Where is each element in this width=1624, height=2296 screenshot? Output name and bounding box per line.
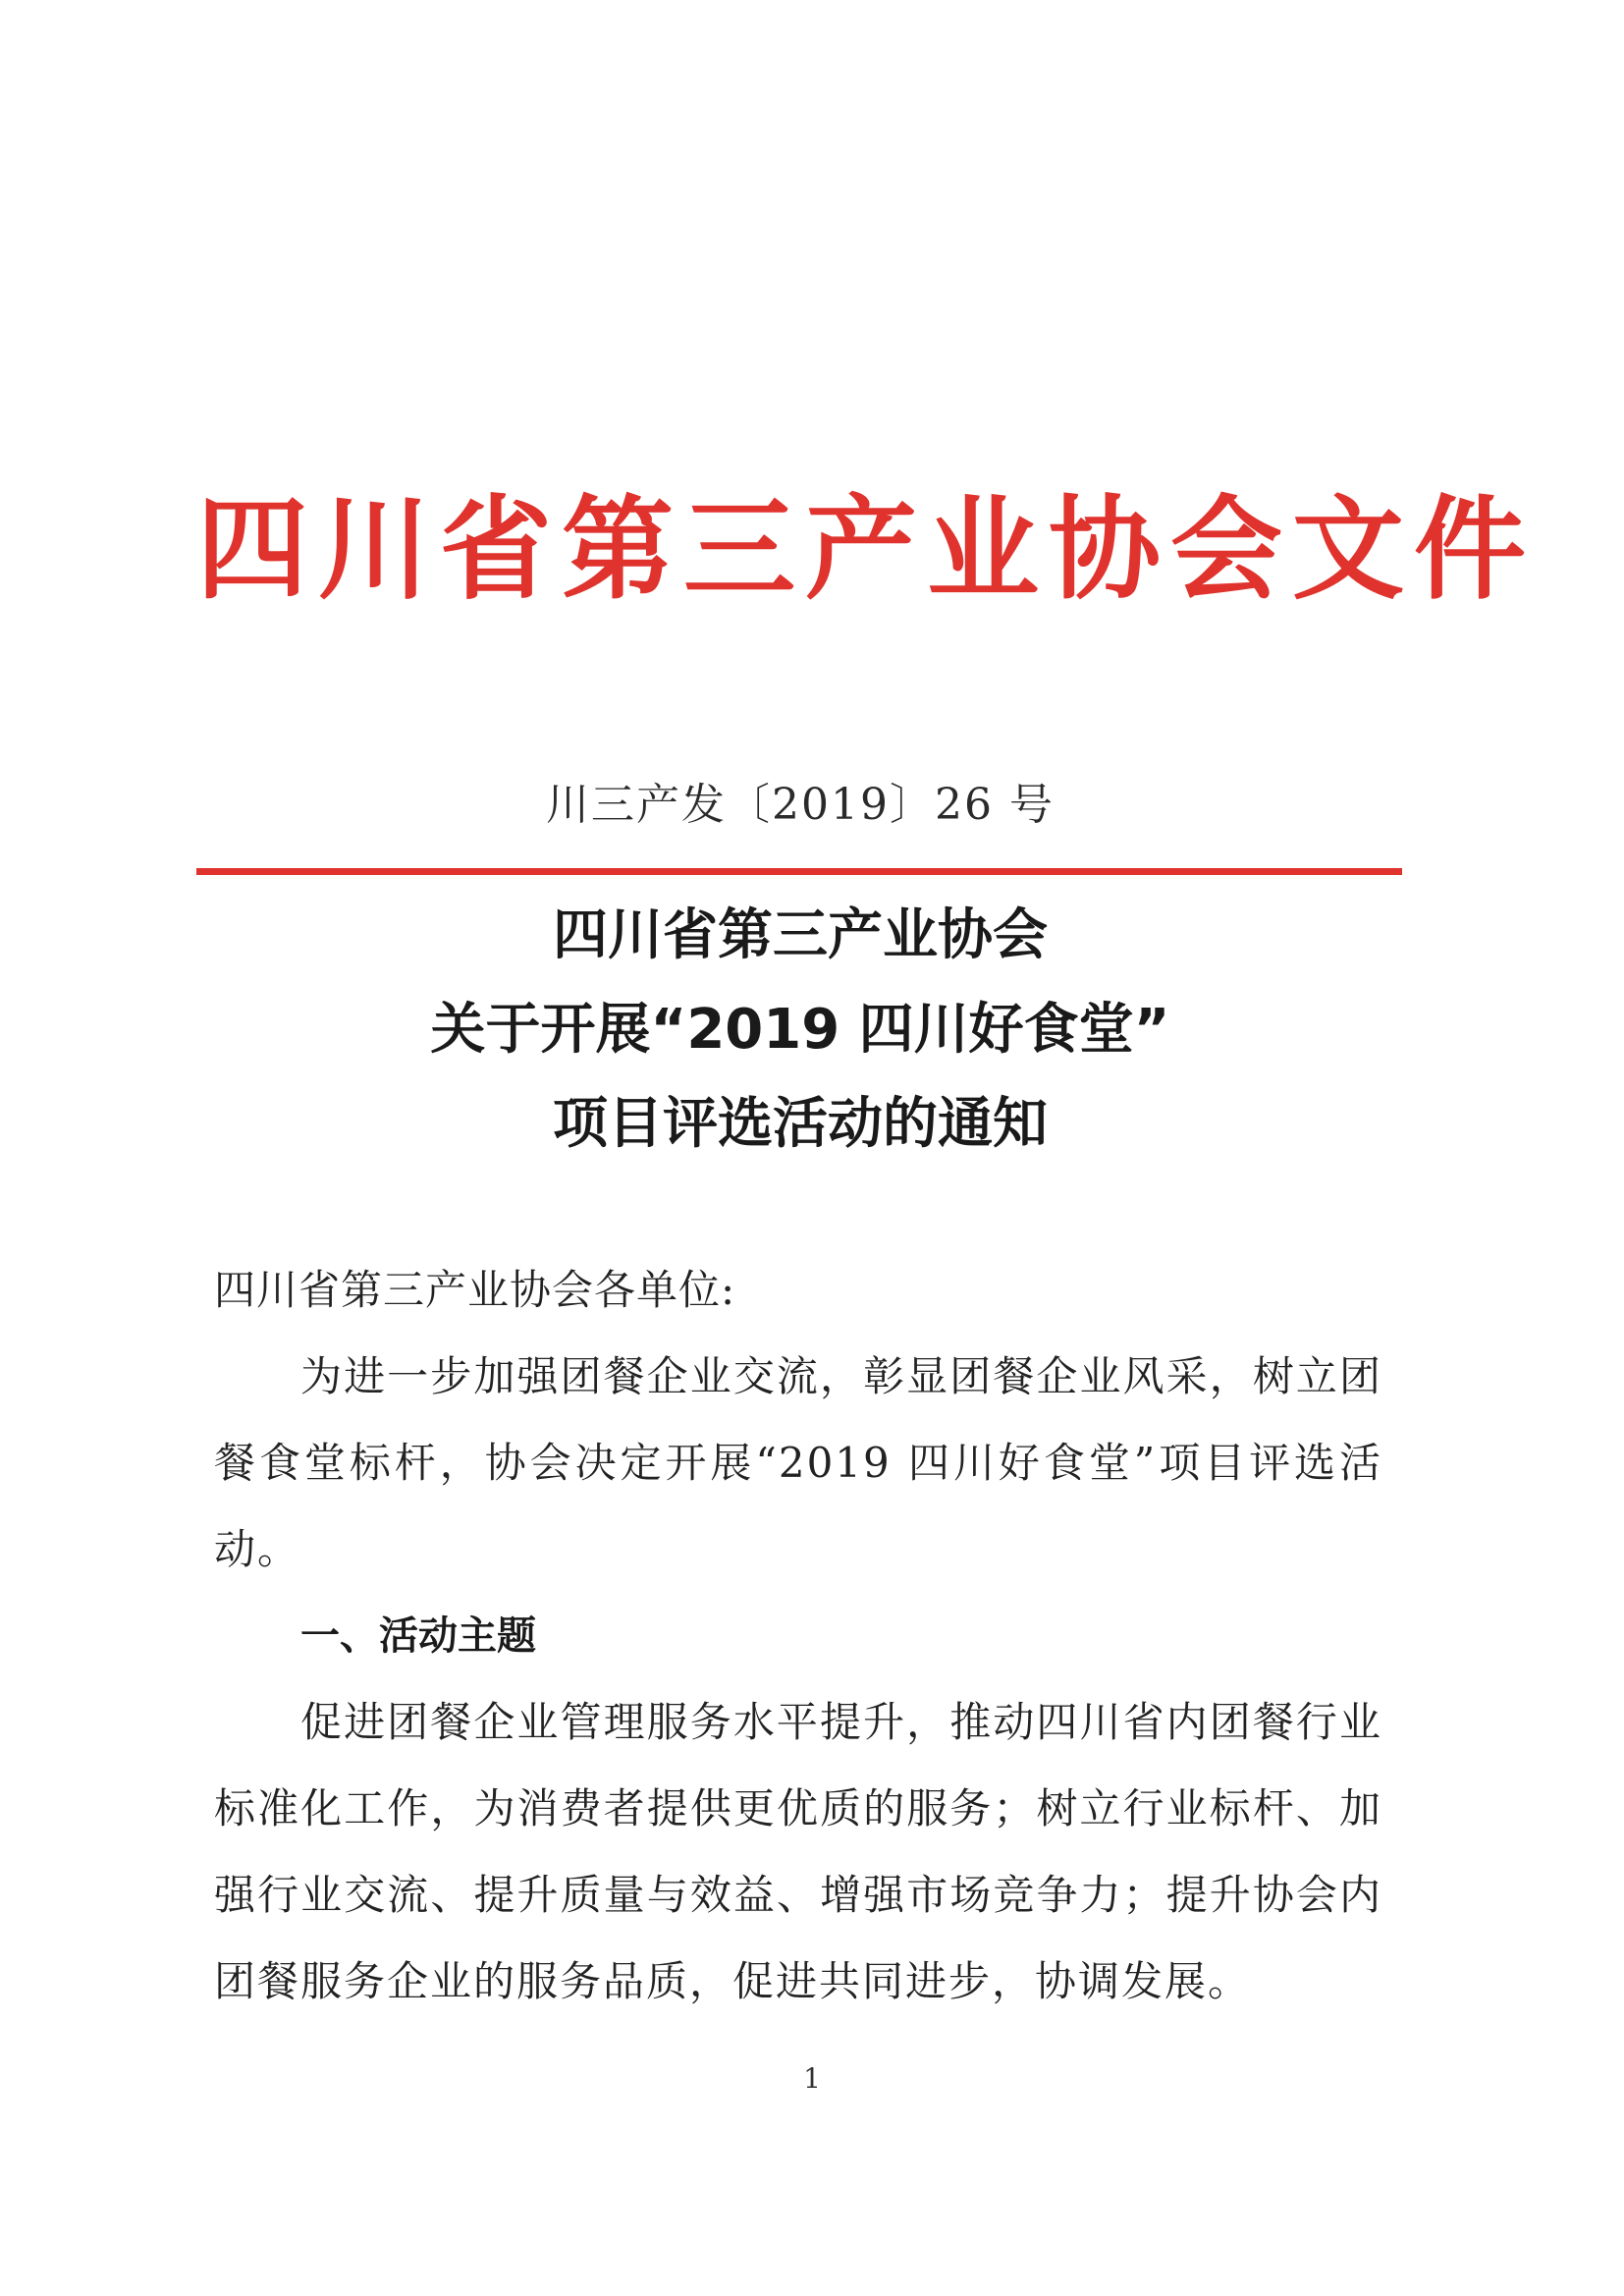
salutation: 四川省第三产业协会各单位: bbox=[214, 1266, 736, 1314]
title-line-3: 项目评选活动的通知 bbox=[553, 1092, 1048, 1156]
title-line-2: 关于开展“2019 四川好食堂” bbox=[430, 998, 1170, 1062]
page-number: 1 bbox=[803, 2062, 821, 2095]
document-body bbox=[214, 1247, 1382, 2025]
document-title bbox=[196, 889, 1404, 1172]
document-number: 川三产发〔2019〕26 号 bbox=[546, 780, 1055, 830]
title-line-1: 四川省第三产业协会 bbox=[553, 903, 1048, 967]
section-1-paragraph: 促进团餐企业管理服务水平提升，推动四川省内团餐行业标准化工作，为消费者提供更优质的服务；树立行业标杆、加强行业交流、提升质量与效益、增强市场竞争力；提升协会内团餐服务企业的服务品质，促进共同进步，协调发展。 bbox=[214, 1698, 1382, 2005]
intro-paragraph: 为进一步加强团餐企业交流，彰显团餐企业风采，树立团餐食堂标杆，协会决定开展“2019 四川好食堂”项目评选活动。 bbox=[214, 1352, 1382, 1573]
section-1-heading: 一、活动主题 bbox=[300, 1613, 536, 1659]
document-masthead: 四川省第三产业协会文件 bbox=[196, 484, 1537, 615]
red-divider-rule bbox=[196, 868, 1402, 875]
